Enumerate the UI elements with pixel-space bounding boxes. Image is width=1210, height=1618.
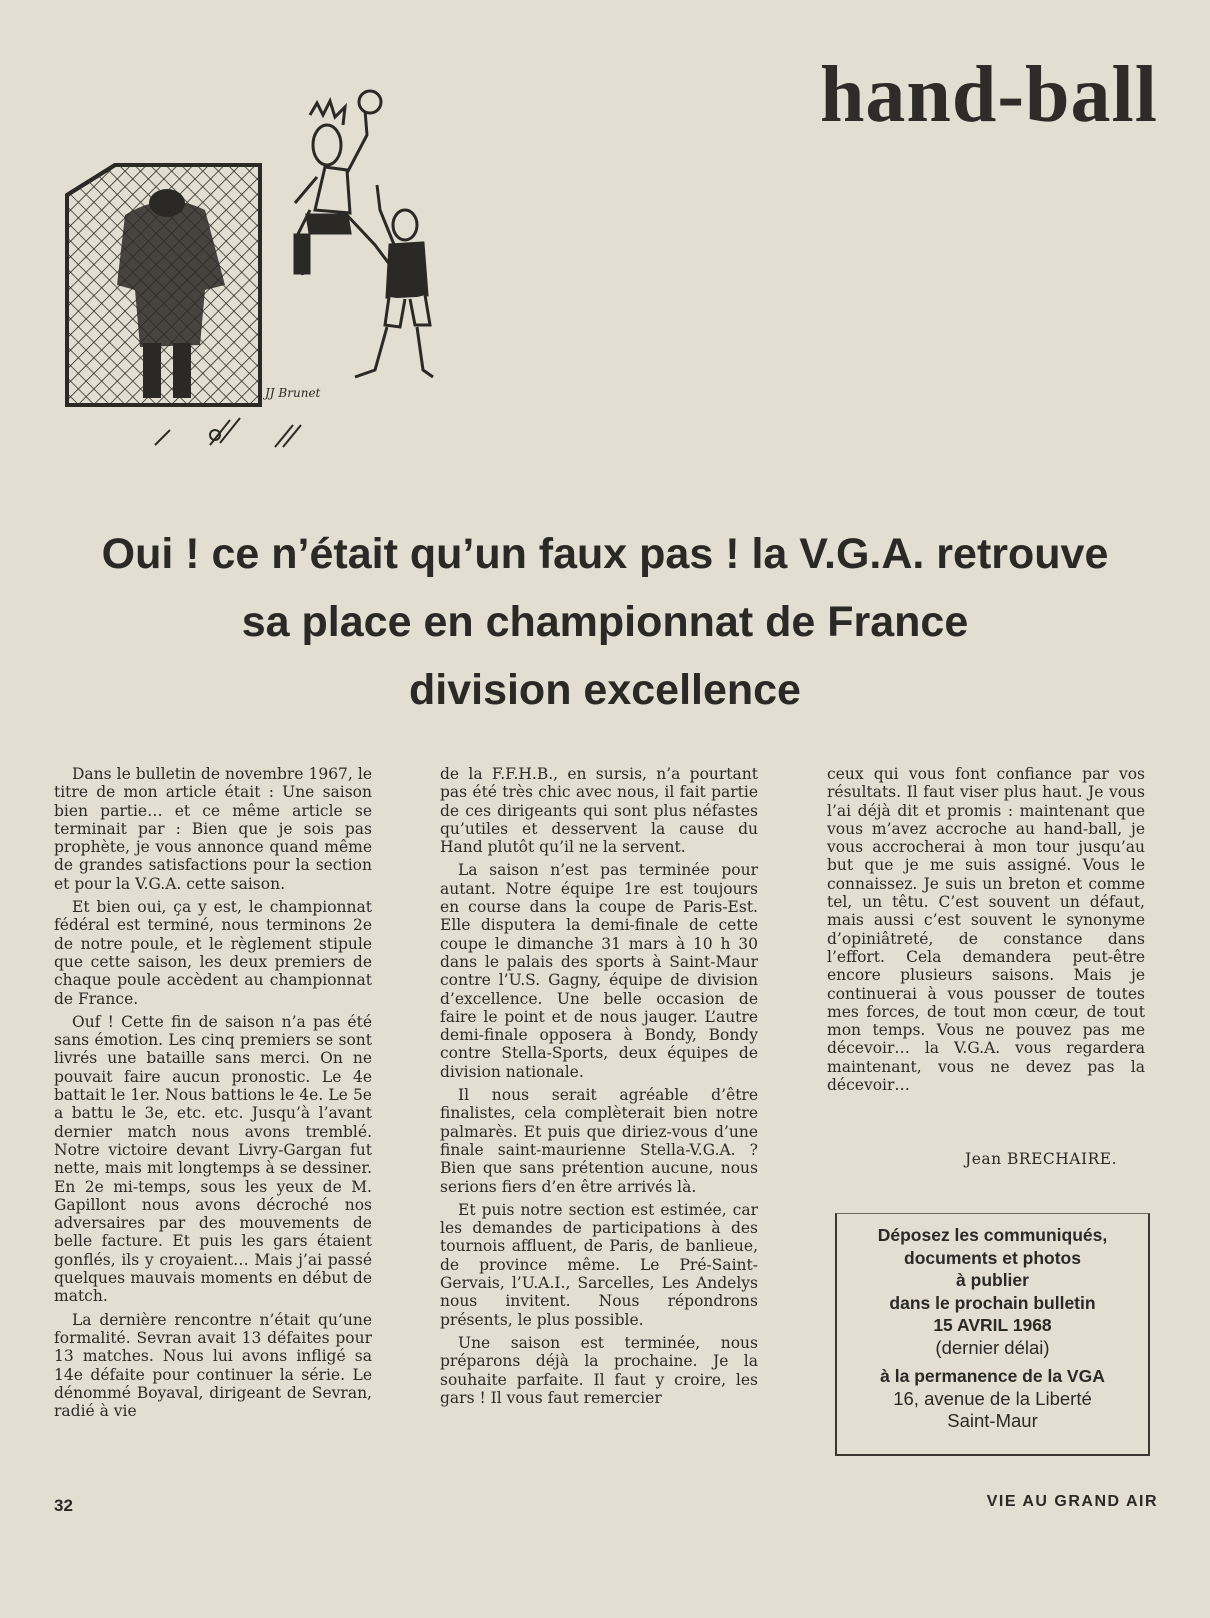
paragraph: de la F.F.H.B., en sursis, n’a pourtant pas été très chic avec nous, il fait partie de ces dirigeants qui sont plus néfastes qu’utiles et desservent la cause du Hand plutôt qu’il ne la servent. <box>440 765 758 857</box>
article-column-1 <box>54 765 372 1425</box>
notice-address-street: 16, avenue de la Liberté <box>893 1387 1092 1409</box>
magazine-name: VIE AU GRAND AIR <box>986 1493 1158 1510</box>
submission-notice-box <box>835 1213 1150 1456</box>
author-signature: Jean BRECHAIRE. <box>965 1150 1118 1168</box>
attacker-drawing <box>295 91 390 275</box>
paragraph: Une saison est terminée, nous préparons déjà la prochaine. Je la souhaite parfaite. Il faut y croire, les gars ! Il vous faut remercier <box>440 1333 758 1407</box>
illustrator-signature: JJ Brunet <box>265 386 321 400</box>
paragraph: La dernière rencontre n’était qu’une formalité. Sevran avait 13 défaites pour 13 matches. Nous lui avons infligé sa 14e défaite pour continuer la série. Le dénommé Boyaval, dirigeant de Sevran, radié à vie <box>54 1310 372 1421</box>
article-column-2 <box>440 765 758 1412</box>
headline-line-1: Oui ! ce n’était qu’un faux pas ! la V.G.A. retrouve <box>101 530 1109 578</box>
paragraph: Et puis notre section est estimée, car les demandes de participations à des tournois affluent, de Paris, de banlieue, de province même. Le Pré-Saint-Gervais, l’U.A.I., Sarcelles, Les Andelys nous invitent. Nous répondrons présents, le plus possible. <box>440 1200 758 1329</box>
notice-line-4: dans le prochain bulletin <box>889 1292 1096 1313</box>
notice-line-2: documents et photos <box>904 1247 1081 1268</box>
article-headline <box>40 520 1170 724</box>
paragraph: Ouf ! Cette fin de saison n’a pas été sans émotion. Les cinq premiers se sont livrés une bataille sans merci. On ne pouvait faire aucun pronostic. Le 4e battait le 1er. Nous battions le 4e. Le 5e a battu le 3e, etc. etc. Jusqu’à l’avant dernier match nous avons tremblé. Notre victoire devant Livry-Gargan fut nette, mais mit longtemps à se dessiner. En 2e mi-temps, sous les yeux de M. Gapillont nous avons décroché nos adversaires par des mouvements de belle facture. Et puis les gars étaient gonflés, ils y croyaient… Mais j’ai passé quelques mauvais moments en début de match. <box>54 1012 372 1306</box>
headline-line-3: division excellence <box>409 666 801 714</box>
paragraph: La saison n’est pas terminée pour autant. Notre équipe 1re est toujours en course dans la coupe de Paris-Est. Elle disputera la demi-finale de cette coupe le dimanche 31 mars à 10 h 30 dans le palais des sports à Saint-Maur contre l’U.S. Gagny, équipe de division d’excellence. Une belle occasion de faire le point et de nous jauger. L’autre demi-finale opposera à Bondy, Bondy contre Stella-Sports, deux équipes de division nationale. <box>440 861 758 1081</box>
paragraph: Et bien oui, ça y est, le championnat fédéral est terminé, nous terminons 2e de notre poule, et le règlement stipule que cette saison, les deux premiers de chaque poule accèdent au championnat de France. <box>54 898 372 1008</box>
handball-cartoon-illustration <box>55 85 475 505</box>
notice-line-1: Déposez les communiqués, <box>877 1225 1108 1245</box>
paragraph: Dans le bulletin de novembre 1967, le titre de mon article était : Une saison bien partie… et ce même article se terminait par : Bien que je sois pas prophète, je vous annonce quand même de grandes satisfactions pour la section et pour la V.G.A. cette saison. <box>54 765 372 893</box>
notice-line-5: à la permanence de la VGA <box>880 1366 1105 1386</box>
paragraph: ceux qui vous font confiance par vos résultats. Il faut viser plus haut. Je vous l’ai déjà dit et promis : maintenant que vous m’avez accroche au hand-ball, je vous accrocherai à mon tour jusqu’au but que je me suis assigné. Vous le connaissez. Je suis un breton et comme tel, un têtu. C’est souvent un défaut, mais aussi c’est souvent le synonyme d’opiniâtreté, de constance dans l’effort. Cela demandera peut-être encore plusieurs saisons. Mais je continuerai à vous pousser de toutes mes forces, de tout mon cœur, de tout mon temps. Vous ne pouvez pas me décevoir… la V.G.A. vous regardera maintenant, vous ne devez pas la décevoir… <box>827 765 1145 1095</box>
notice-line-3: à publier <box>956 1270 1029 1290</box>
notice-address-city: Saint-Maur <box>947 1410 1038 1431</box>
notice-deadline-date: 15 AVRIL 1968 <box>933 1315 1052 1335</box>
page-number: 32 <box>54 1496 73 1515</box>
section-title: hand-ball <box>819 51 1158 139</box>
notice-deadline-note: (dernier délai) <box>935 1336 1050 1358</box>
paragraph: Il nous serait agréable d’être finalistes, cela complèterait bien notre palmarès. Et puis que diriez-vous d’une finale saint-maurienne Stella-V.G.A. ? Bien que sans prétention aucune, nous serions fiers d’en être arrivés là. <box>440 1086 758 1196</box>
defender-drawing <box>355 185 433 377</box>
article-column-3 <box>827 765 1145 1099</box>
headline-line-2: sa place en championnat de France <box>241 598 969 646</box>
